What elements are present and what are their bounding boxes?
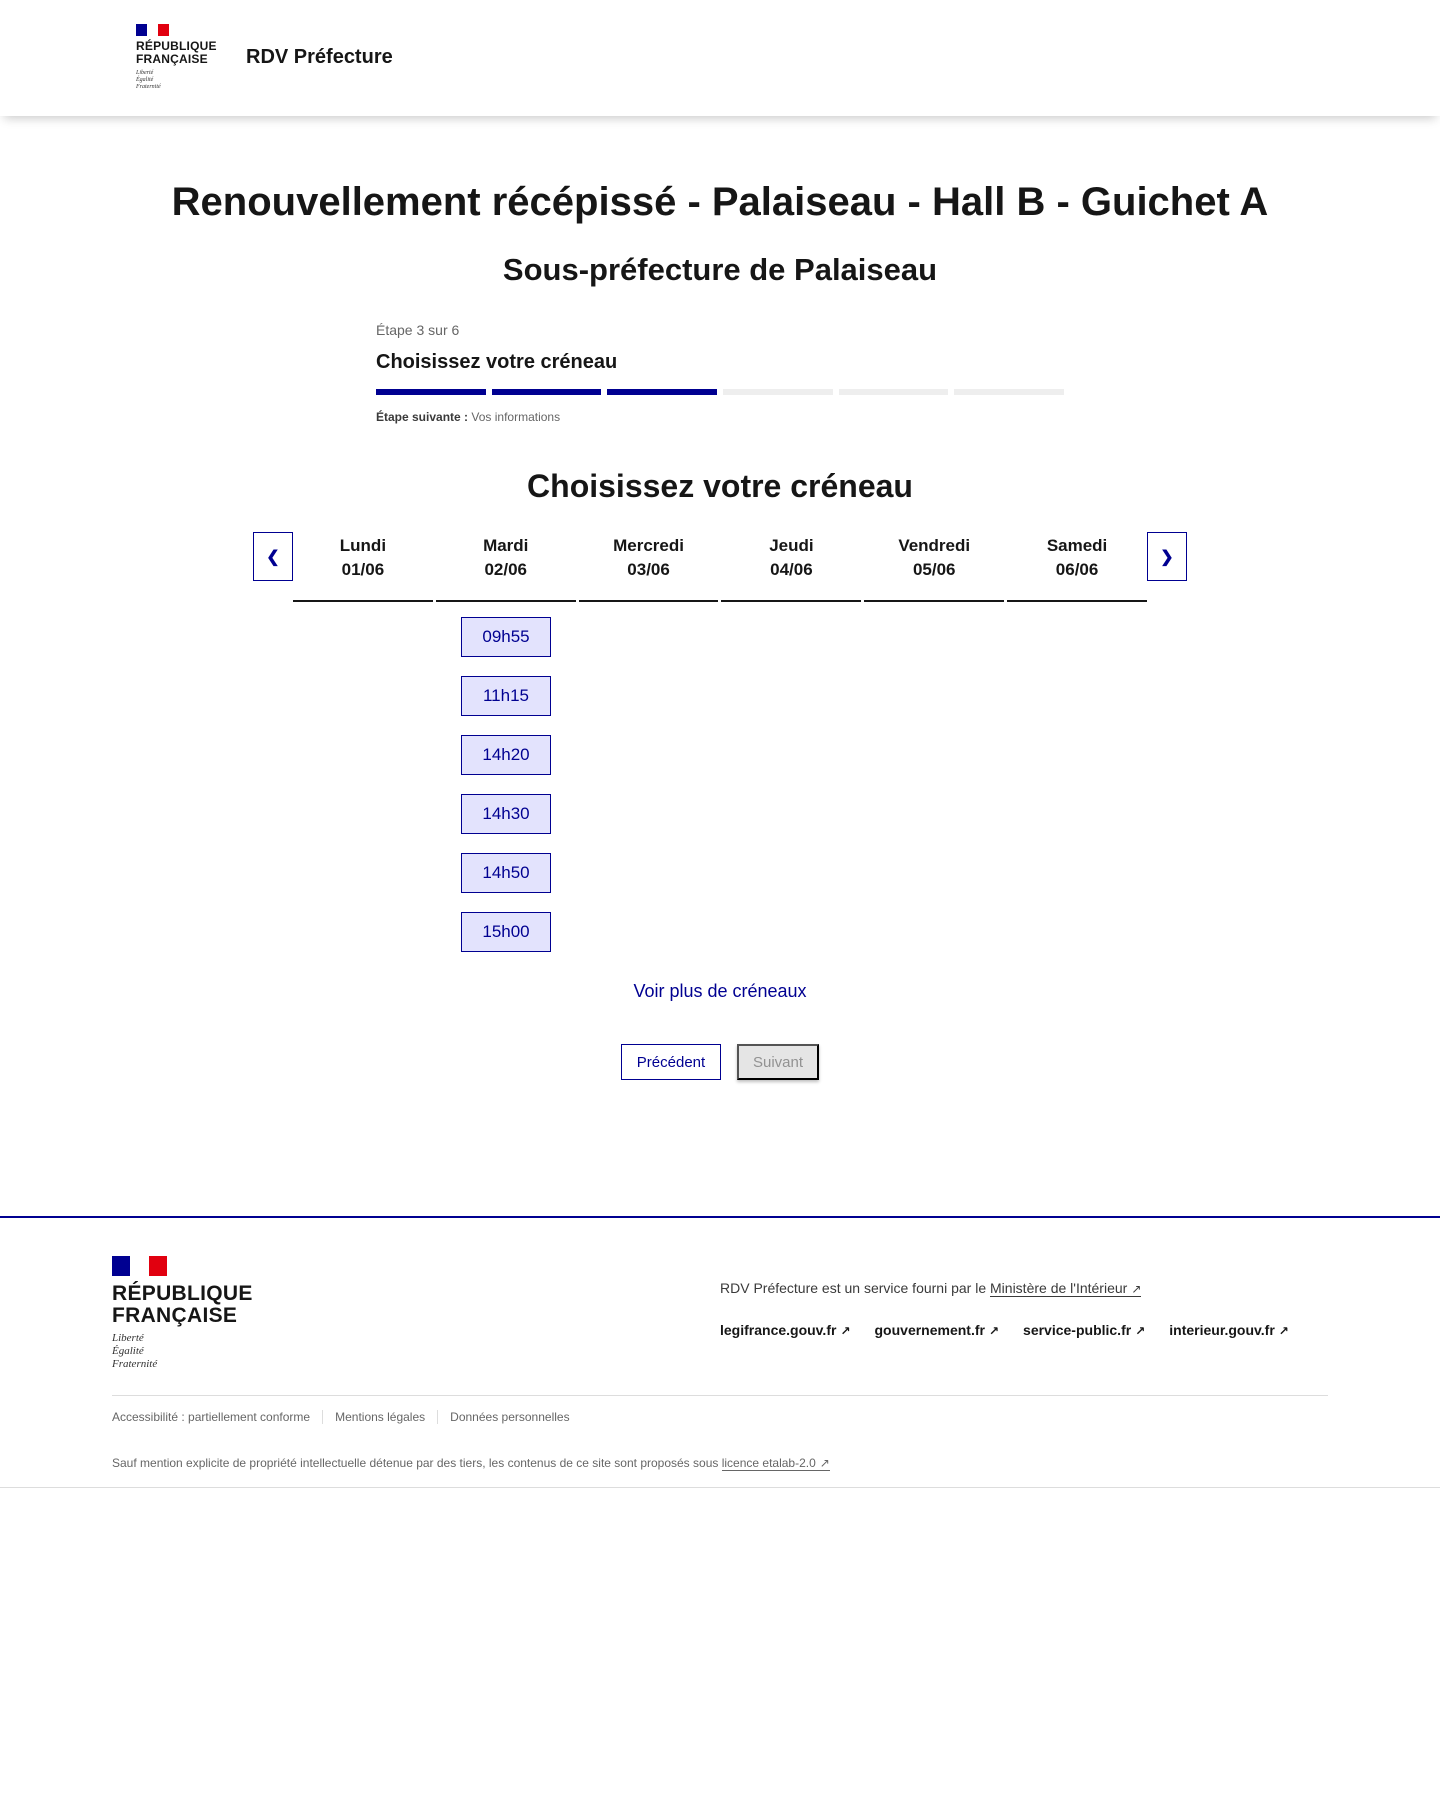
external-link-icon: ↗ (988, 1324, 1000, 1338)
logo-line-1: RÉPUBLIQUE (136, 39, 217, 53)
calendar-days (293, 532, 1147, 602)
license-link-label: licence etalab-2.0 (721, 1456, 816, 1470)
footer-partner-link[interactable] (720, 1322, 851, 1338)
page-title: Renouvellement récépissé - Palaiseau - Hall B - Guichet A (171, 180, 1269, 224)
ministere-link[interactable] (990, 1280, 1141, 1297)
footer-description (720, 1280, 1141, 1296)
footer-logo[interactable] (112, 1256, 253, 1371)
step-segment (376, 389, 486, 395)
day-date: 03/06 (627, 560, 670, 579)
step-segment (954, 389, 1064, 395)
time-slot-button[interactable]: 11h15 (461, 676, 551, 716)
external-link-icon: ↗ (1131, 1282, 1142, 1296)
step-segment (607, 389, 717, 395)
day-date: 01/06 (341, 560, 385, 579)
external-link-icon: ↗ (1135, 1324, 1146, 1338)
footer-divider (112, 1395, 1328, 1396)
page-subtitle: Sous-préfecture de Palaiseau (502, 252, 938, 287)
motto-egalite: Égalité (136, 77, 154, 83)
footer-logo-text (112, 1283, 253, 1327)
logo-line-2: FRANÇAISE (136, 52, 208, 66)
footer-motto-egalite: Égalité (112, 1345, 144, 1357)
stepper (376, 322, 1064, 424)
license-text: Sauf mention explicite de propriété intellectuelle détenue par des tiers, les contenus de ce site sont proposés sous (112, 1456, 719, 1470)
footer-partner-link-label: service-public.fr (1023, 1322, 1132, 1338)
footer-logo-line-1: RÉPUBLIQUE (112, 1282, 253, 1305)
footer-bottom-link[interactable]: Données personnelles (450, 1410, 570, 1424)
day-date: 02/06 (484, 560, 528, 579)
footer-motto (112, 1332, 253, 1371)
footer-partner-link[interactable] (1169, 1322, 1289, 1338)
day-column-header (721, 532, 861, 602)
motto-liberte: Liberté (136, 70, 154, 76)
day-name: Jeudi (769, 536, 814, 555)
time-slots-tuesday (461, 617, 551, 971)
footer-logo-line-2: FRANÇAISE (112, 1304, 238, 1327)
footer-partner-links (720, 1322, 1289, 1338)
footer-partner-link-label: gouvernement.fr (874, 1322, 985, 1338)
motto-fraternite: Fraternité (136, 84, 161, 90)
day-name: Mercredi (613, 536, 684, 555)
footer-bottom-link[interactable]: Mentions légales (335, 1410, 438, 1424)
site-header (0, 0, 1440, 116)
site-footer (0, 1216, 1440, 1488)
footer-partner-link-label: interieur.gouv.fr (1169, 1322, 1275, 1338)
chevron-left-icon: ❮ (266, 548, 280, 566)
step-next (376, 410, 1064, 424)
day-name: Vendredi (898, 536, 971, 555)
time-slot-button[interactable]: 15h00 (461, 912, 551, 952)
step-progress-bar (376, 389, 1064, 395)
footer-partner-link-label: legifrance.gouv.fr (720, 1322, 837, 1338)
day-column-header (293, 532, 433, 602)
time-slot-button[interactable]: 14h30 (461, 794, 551, 834)
day-date: 04/06 (770, 560, 813, 579)
footer-motto-fraternite: Fraternité (112, 1358, 158, 1370)
step-next-value: Vos informations (471, 410, 561, 424)
step-segment (492, 389, 602, 395)
external-link-icon: ↗ (840, 1324, 851, 1338)
external-link-icon: ↗ (1278, 1324, 1289, 1338)
day-date: 06/06 (1055, 560, 1099, 579)
previous-week-button[interactable] (253, 532, 293, 581)
more-slots-link[interactable]: Voir plus de créneaux (633, 981, 807, 1001)
step-next-label: Étape suivante : (376, 410, 469, 424)
day-column-header (579, 532, 719, 602)
ministere-link-label: Ministère de l'Intérieur (990, 1280, 1128, 1296)
french-flag-icon (136, 24, 169, 36)
day-name: Lundi (339, 536, 387, 555)
chevron-right-icon: ❯ (1160, 548, 1174, 566)
day-name: Samedi (1046, 536, 1108, 555)
day-name: Mardi (483, 536, 529, 555)
calendar-heading: Choisissez votre créneau (527, 468, 913, 504)
day-column-header (436, 532, 576, 602)
footer-bottom-link[interactable]: Accessibilité : partiellement conforme (112, 1410, 323, 1424)
next-week-button[interactable] (1147, 532, 1187, 581)
footer-partner-link[interactable] (875, 1322, 1000, 1338)
footer-motto-liberte: Liberté (112, 1332, 144, 1344)
step-state: Étape 3 sur 6 (376, 322, 460, 338)
license-link[interactable] (722, 1456, 830, 1471)
logo-text (136, 40, 216, 66)
step-title: Choisissez votre créneau (376, 351, 618, 373)
footer-partner-link[interactable] (1023, 1322, 1145, 1338)
external-link-icon: ↗ (819, 1456, 830, 1470)
day-column-header (1007, 532, 1147, 602)
time-slot-button[interactable]: 09h55 (461, 617, 551, 657)
day-column-header (864, 532, 1004, 602)
republique-francaise-logo[interactable] (136, 24, 216, 91)
logo-motto (136, 70, 216, 91)
french-flag-icon (112, 1256, 167, 1276)
day-date: 05/06 (912, 560, 956, 579)
previous-button[interactable]: Précédent (621, 1044, 721, 1080)
footer-bottom-links (112, 1410, 594, 1424)
time-slot-button[interactable]: 14h50 (461, 853, 551, 893)
footer-license (112, 1456, 830, 1470)
footer-desc-text: RDV Préfecture est un service fourni par le (720, 1280, 987, 1296)
step-segment (839, 389, 949, 395)
time-slot-button[interactable]: 14h20 (461, 735, 551, 775)
step-segment (723, 389, 833, 395)
site-title[interactable]: RDV Préfecture (246, 46, 393, 68)
next-button[interactable]: Suivant (737, 1044, 819, 1080)
